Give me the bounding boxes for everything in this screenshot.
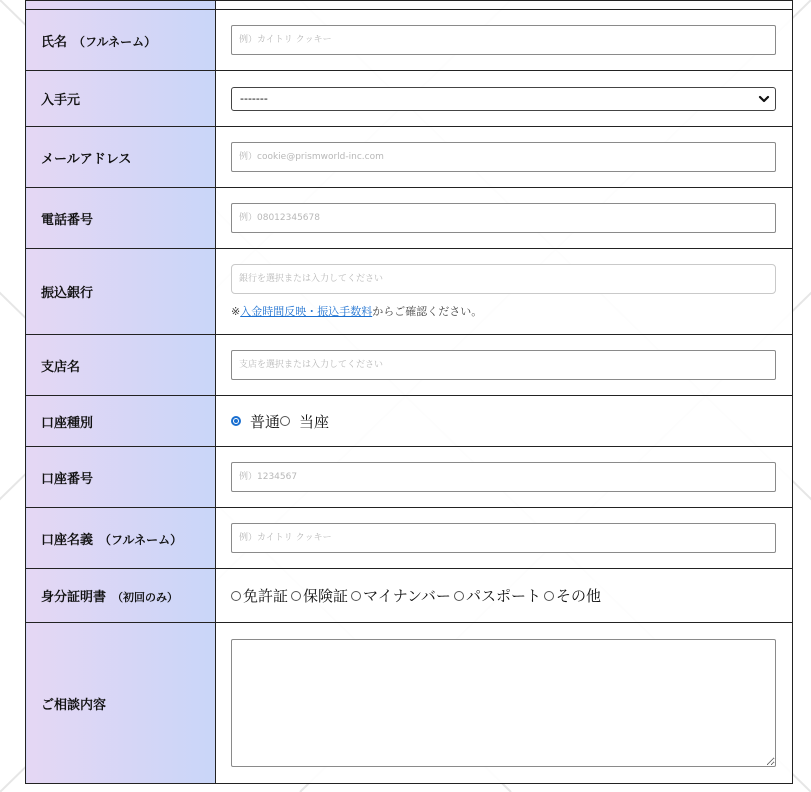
application-form-table xyxy=(25,0,793,784)
phone-input[interactable] xyxy=(231,203,776,233)
form-row-id-doc xyxy=(26,569,793,623)
id-doc-label: 身分証明書 （初回のみ） xyxy=(26,569,216,623)
account-type-radio-current[interactable] xyxy=(280,416,290,426)
id-doc-radio-group xyxy=(231,585,777,606)
form-row-source xyxy=(26,71,793,127)
form-row-top-partial xyxy=(26,1,793,10)
account-holder-input[interactable] xyxy=(231,523,776,553)
fee-info-link[interactable]: 入金時間反映・振込手数料 xyxy=(240,305,373,318)
id-doc-label-suffix: （初回のみ） xyxy=(112,591,179,604)
form-row-phone xyxy=(26,188,793,249)
account-holder-label: 口座名義 （フルネーム） xyxy=(26,508,216,569)
bank-label: 振込銀行 xyxy=(26,249,216,335)
form-row-account-holder xyxy=(26,508,793,569)
email-label: メールアドレス xyxy=(26,127,216,188)
form-row-account-number xyxy=(26,447,793,508)
name-label-suffix: （フルネーム） xyxy=(73,34,157,49)
account-type-label-current: 当座 xyxy=(299,412,330,431)
account-type-label: 口座種別 xyxy=(26,396,216,447)
chevron-down-icon xyxy=(757,91,771,107)
account-type-label-ordinary: 普通 xyxy=(250,412,281,431)
account-holder-label-suffix: （フルネーム） xyxy=(99,532,183,547)
consult-textarea[interactable] xyxy=(231,639,776,767)
name-label: 氏名 （フルネーム） xyxy=(26,10,216,71)
id-doc-label-passport: パスポート xyxy=(465,587,541,605)
source-select-value: ------- xyxy=(240,91,268,105)
account-number-input[interactable] xyxy=(231,462,776,492)
id-doc-radio-mynumber[interactable] xyxy=(351,591,361,601)
form-row-email xyxy=(26,127,793,188)
id-doc-label-other: その他 xyxy=(555,587,601,605)
phone-label: 電話番号 xyxy=(26,188,216,249)
form-row-consult xyxy=(26,623,793,784)
source-label: 入手元 xyxy=(26,71,216,127)
bank-note: ※入金時間反映・振込手数料からご確認ください。 xyxy=(231,305,483,318)
email-input[interactable] xyxy=(231,142,776,172)
source-select[interactable] xyxy=(231,87,776,111)
id-doc-radio-license[interactable] xyxy=(231,591,241,601)
form-cell-top-partial xyxy=(216,1,793,10)
bank-input[interactable] xyxy=(231,264,776,294)
form-row-bank xyxy=(26,249,793,335)
name-input[interactable] xyxy=(231,25,776,55)
account-type-radio-ordinary[interactable] xyxy=(231,416,241,426)
id-doc-radio-other[interactable] xyxy=(544,591,554,601)
consult-label: ご相談内容 xyxy=(26,623,216,784)
form-label-top-partial xyxy=(26,1,216,10)
id-doc-label-license: 免許証 xyxy=(243,587,289,605)
id-doc-radio-insurance[interactable] xyxy=(291,591,301,601)
form-row-branch xyxy=(26,335,793,396)
form-row-account-type xyxy=(26,396,793,447)
id-doc-label-mynumber: マイナンバー xyxy=(363,587,451,605)
id-doc-radio-passport[interactable] xyxy=(454,591,464,601)
form-row-name xyxy=(26,10,793,71)
branch-input[interactable] xyxy=(231,350,776,380)
account-type-radio-group xyxy=(231,411,777,432)
branch-label: 支店名 xyxy=(26,335,216,396)
account-number-label: 口座番号 xyxy=(26,447,216,508)
id-doc-label-insurance: 保険証 xyxy=(303,587,349,605)
